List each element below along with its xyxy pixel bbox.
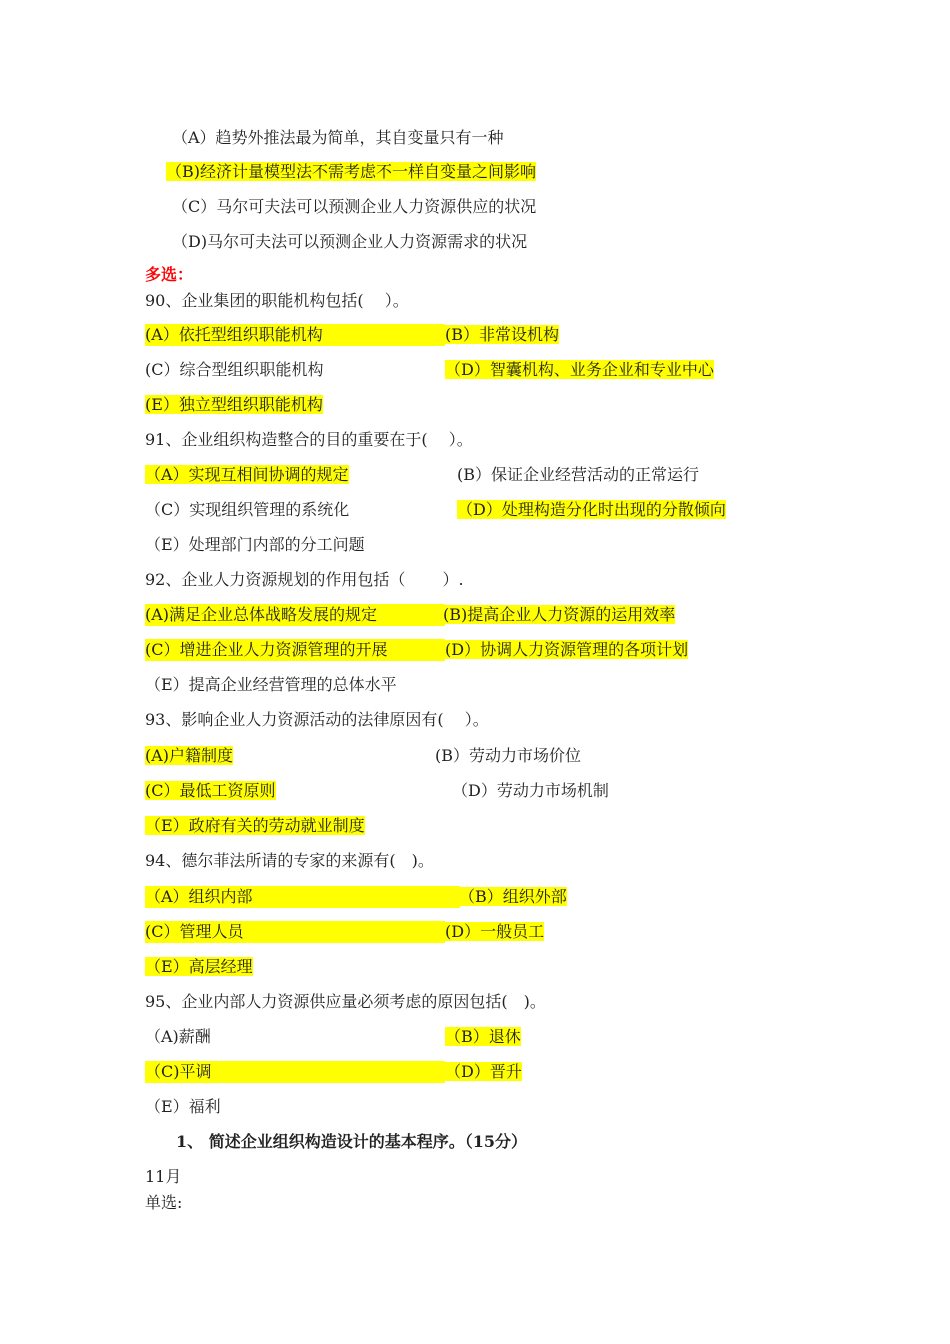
option-text-highlighted: (B)提高企业人力资源的运用效率	[443, 605, 676, 624]
option-c: （C)平调	[145, 1062, 212, 1081]
month-label: 11月	[145, 1167, 182, 1186]
option-text-highlighted: （E）政府有关的劳动就业制度	[145, 816, 365, 835]
option-text: （C）马尔可夫法可以预测企业人力资源供应的状况	[172, 197, 537, 216]
option-c	[145, 780, 276, 802]
question-91: 91、企业组织构造整合的目的重要在于( ）。	[145, 430, 473, 449]
question-94: 94、德尔菲法所请的专家的来源有( )。	[145, 851, 434, 870]
section-label-single: 单选:	[145, 1193, 183, 1212]
option-b	[443, 604, 675, 626]
section-label-multi: 多选：	[145, 265, 194, 284]
option-text-highlighted: (E）独立型组织职能机构	[145, 395, 323, 414]
option-d: （D）劳动力市场机制	[452, 781, 609, 800]
option-text-highlighted: （A）实现互相间协调的规定	[145, 465, 349, 484]
option-e	[145, 394, 323, 416]
option-b: (B）劳动力市场价位	[435, 746, 582, 765]
question-95: 95、企业内部人力资源供应量必须考虑的原因包括( )。	[145, 992, 546, 1011]
option-a: (A）依托型组织职能机构	[145, 325, 323, 344]
option-e: （E）提高企业经营管理的总体水平	[145, 675, 397, 694]
option-c: （C）实现组织管理的系统化	[145, 500, 350, 519]
option-c: (C）综合型组织职能机构	[145, 360, 324, 379]
option-e: （E）处理部门内部的分工问题	[145, 535, 365, 554]
option-b	[445, 1026, 521, 1048]
option-text-highlighted: （E）高层经理	[145, 957, 253, 976]
option-text-highlighted: （B)经济计量模型法不需考虑不一样自变量之间影响	[166, 162, 537, 181]
option-a	[172, 127, 504, 149]
option-d	[445, 359, 714, 381]
option-d	[457, 499, 726, 521]
option-text-highlighted: (D）一般员工	[445, 922, 545, 941]
option-e	[145, 956, 253, 978]
option-d	[172, 231, 527, 253]
option-d	[445, 1061, 522, 1083]
option-text-highlighted: (A)户籍制度	[145, 746, 234, 765]
question-90: 90、企业集团的职能机构包括( ）。	[145, 291, 409, 310]
option-a: (A)满足企业总体战略发展的规定	[145, 605, 378, 624]
option-text-highlighted: （B）退休	[445, 1027, 521, 1046]
option-a: （A)薪酬	[145, 1027, 211, 1046]
question-93: 93、影响企业人力资源活动的法律原因有( ）。	[145, 710, 489, 729]
option-a: （A）组织内部	[145, 887, 253, 906]
option-text-highlighted: （D）晋升	[445, 1062, 522, 1081]
option-c	[172, 196, 536, 218]
option-text-highlighted: （D）智囊机构、业务企业和专业中心	[445, 360, 714, 379]
option-text: （A）趋势外推法最为简单，其自变量只有一种	[172, 128, 504, 147]
question-92: 92、企业人力资源规划的作用包括（ ）.	[145, 570, 464, 589]
option-e	[145, 815, 365, 837]
option-text-highlighted: (C）最低工资原则	[145, 781, 276, 800]
essay-question: 1、 简述企业组织构造设计的基本程序。（15分）	[176, 1132, 527, 1151]
option-b	[459, 886, 567, 908]
option-d	[445, 639, 688, 661]
option-c: (C）管理人员	[145, 922, 244, 941]
option-c: (C）增进企业人力资源管理的开展	[145, 640, 388, 659]
option-text-highlighted: （B）组织外部	[459, 887, 567, 906]
option-d	[445, 921, 544, 943]
option-b: (B）保证企业经营活动的正常运行	[457, 465, 700, 484]
option-text-highlighted: （D）处理构造分化时出现的分散倾向	[457, 500, 726, 519]
option-text: （D)马尔可夫法可以预测企业人力资源需求的状况	[172, 232, 528, 251]
option-a	[145, 745, 233, 767]
option-e: （E）福利	[145, 1097, 221, 1116]
option-text-highlighted: (B）非常设机构	[445, 325, 560, 344]
option-text-highlighted: (D）协调人力资源管理的各项计划	[445, 640, 689, 659]
option-a	[145, 464, 349, 486]
option-b	[445, 324, 559, 346]
option-b	[166, 161, 536, 183]
